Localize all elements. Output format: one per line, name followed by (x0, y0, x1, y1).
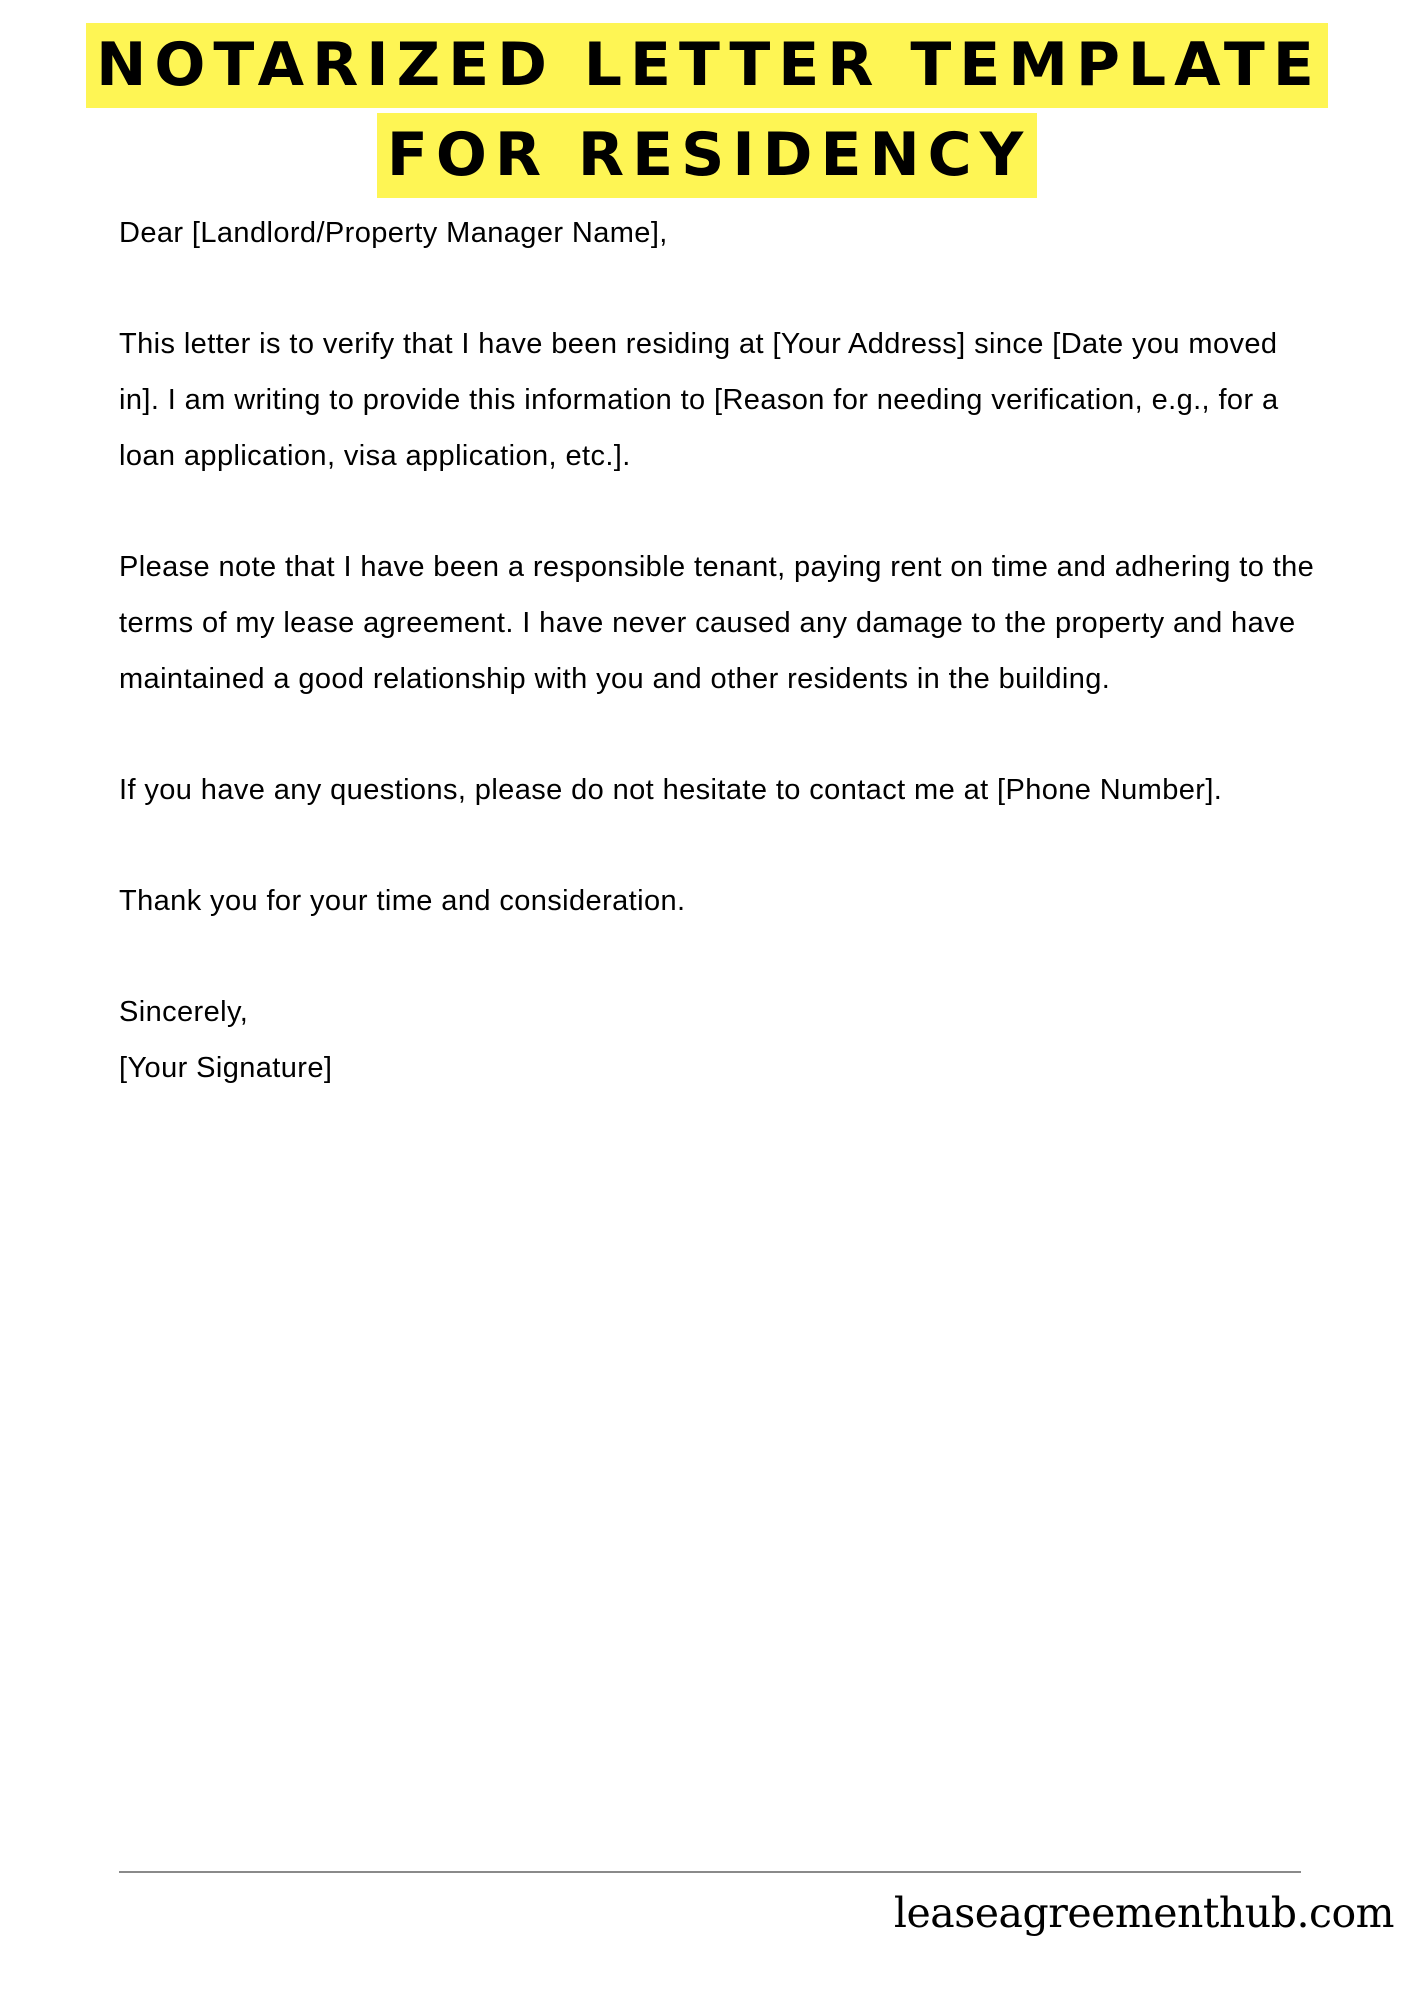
footer-website: leaseagreementhub.com (893, 1889, 1394, 1937)
paragraph-thanks: Thank you for your time and consideration. (119, 885, 686, 917)
salutation: Dear [Landlord/Property Manager Name], (119, 217, 668, 249)
title-line-1: NOTARIZED LETTER TEMPLATE (86, 23, 1328, 108)
signature-placeholder: [Your Signature] (119, 1052, 333, 1084)
letter-body (119, 205, 1319, 1096)
paragraph-verification: This letter is to verify that I have been residing at [Your Address] since [Date you moved in]. I am writing to provide this information to [Reason for needing verification, e.g., for a loan application, visa application, etc.]. (119, 328, 1279, 472)
page-title (0, 20, 1414, 200)
footer-divider (119, 1871, 1301, 1873)
title-line-2: FOR RESIDENCY (377, 113, 1037, 198)
paragraph-tenant-record: Please note that I have been a responsible tenant, paying rent on time and adhering to the terms of my lease agreement. I have never caused any damage to the property and have maintained a good relationship with you and other residents in the building. (119, 551, 1315, 695)
closing: Sincerely, (119, 996, 249, 1028)
paragraph-contact: If you have any questions, please do not hesitate to contact me at [Phone Number]. (119, 774, 1223, 806)
